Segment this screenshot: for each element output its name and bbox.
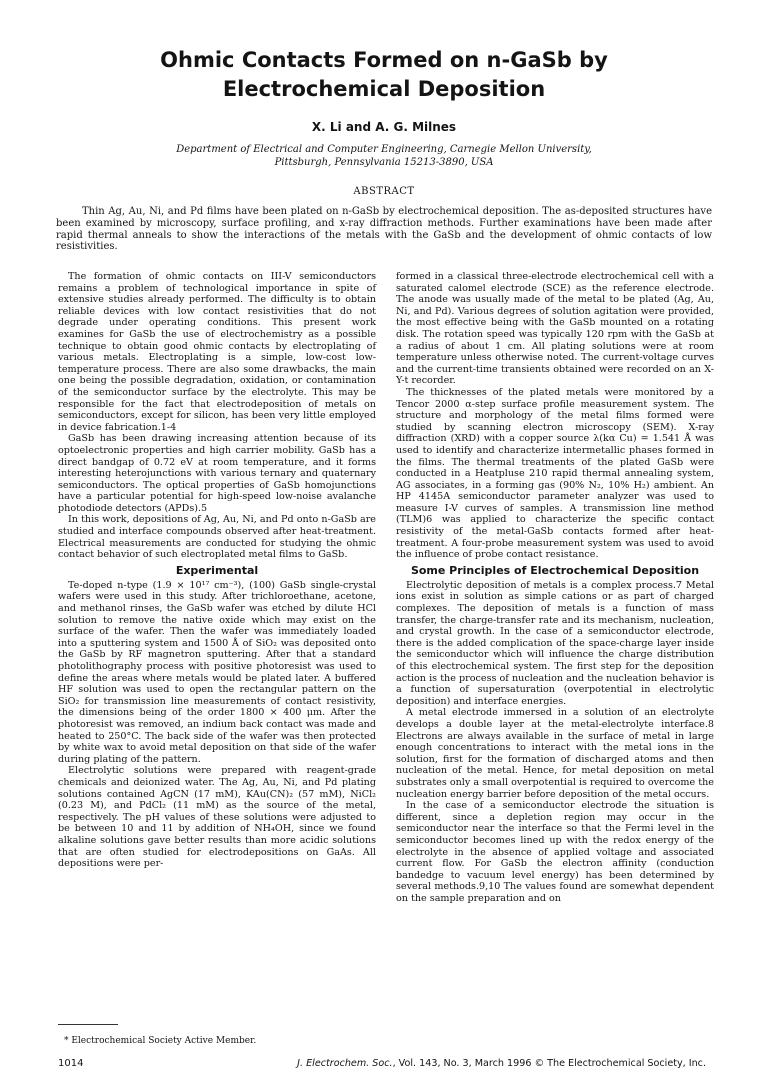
body-paragraph: In the case of a semiconductor electrode the situation is different, since a depletion region may occur in the semiconductor near the interface so that the Fermi level in the semiconductor becomes lined up with the redox energy of the electrolyte in the absence of applied voltage and associated current flow. For GaSb the electron affinity (conduction bandedge to vacuum level energy) has been determined by several methods.9,10 The values found are somewhat dependent on the sample preparation and on <box>396 800 714 904</box>
body-paragraph: The thicknesses of the plated metals were monitored by a Tencor 2000 α-step surface profile measurement system. The structure and morphology of the metal films formed were studied by scanning electron microscopy (SEM). X-ray diffraction (XRD) with a copper source λ(kα Cu) = 1.541 Å was used to identify and characterize intermetallic phases formed in the films. The thermal treatments of the plated GaSb were conducted in a Heatpluse 210 rapid thermal annealing system, AG associates, in a forming gas (90% N₂, 10% H₂) ambient. An HP 4145A semiconductor parameter analyzer was used to measure I-V curves of samples. A transmission line method (TLM)6 was applied to characterize the specific contact resistivity of the metal-GaSb contacts formed after heat-treatment. A four-probe measurement system was used to avoid the influence of probe contact resistance. <box>396 386 714 561</box>
abstract-body: Thin Ag, Au, Ni, and Pd films have been plated on n-GaSb by electrochemical deposition. The as-deposited structures have been examined by microscopy, surface profiling, and x-ray diffraction methods. Further examinations have been made after rapid thermal anneals to show the interactions of the metals with the GaSb and the development of ohmic contacts of low resistivities. <box>56 206 712 253</box>
page-number: 1014 <box>58 1058 84 1069</box>
body-paragraph: Te-doped n-type (1.9 × 10¹⁷ cm⁻³), (100) GaSb single-crystal wafers were used in this study. After trichloroethane, acetone, and methanol rinses, the GaSb wafer was etched by dilute HCl solution to remove the native oxide which may exist on the surface of the wafer. Then the wafer was immediately loaded into a sputtering system and 1500 Å of SiO₂ was deposited onto the GaSb by RF magnetron sputtering. After that a standard photolithography process with positive photoresist was used to define the areas where metals would be plated later. A buffered HF solution was used to open the rectangular pattern on the SiO₂ for transmission line measurements of contact resistivity, the dimensions being of the order 1800 × 400 μm. After the photoresist was removed, an indium back contact was made and heated to 250°C. The back side of the wafer was then protected by white wax to avoid metal deposition on that side of the wafer during plating of the pattern. <box>58 579 376 765</box>
body-paragraph: In this work, depositions of Ag, Au, Ni, and Pd onto n-GaSb are studied and interface compounds observed after heat-treatment. Electrical measurements are conducted for studying the ohmic contact behavior of such electroplated metal films to GaSb. <box>58 514 376 561</box>
paper-title <box>60 46 708 104</box>
footnote-rule <box>58 1024 118 1025</box>
left-column <box>58 271 376 870</box>
journal-citation <box>297 1058 706 1069</box>
affiliation-line-1: Department of Electrical and Computer Engineering, Carnegie Mellon University, <box>176 144 592 155</box>
body-paragraph: formed in a classical three-electrode electrochemical cell with a saturated calomel electrode (SCE) as the reference electrode. The anode was usually made of the metal to be plated (Ag, Au, Ni, and Pd). Various degrees of solution agitation were provided, the most effective being with the GaSb mounted on a rotating disk. The rotation speed was typically 120 rpm with the GaSb at a radius of about 1 cm. All plating solutions were at room temperature unless otherwise noted. The current-voltage curves and the current-time transients obtained were recorded on an X-Y-t recorder. <box>396 271 714 387</box>
journal-name: J. Electrochem. Soc. <box>297 1058 393 1069</box>
section-heading: Some Principles of Electrochemical Deposition <box>410 563 700 577</box>
abstract-heading: ABSTRACT <box>353 186 415 197</box>
affiliation-line-2: Pittsburgh, Pennsylvania 15213-3890, USA <box>274 157 494 168</box>
author-list: X. Li and A. G. Milnes <box>311 120 457 134</box>
body-paragraph: Electrolytic deposition of metals is a complex process.7 Metal ions exist in solution as simple cations or as part of charged complexes. The deposition of metals is a function of mass transfer, the charge-transfer rate and its mechanism, nucleation, and crystal growth. In the case of a semiconductor electrode, there is the added complication of the space-charge layer inside the semiconductor which will influence the charge distribution of this electrochemical system. The first step for the deposition action is the process of nucleation and the nucleation behavior is a function of supersaturation (overpotential in electrolytic deposition) and interface energies. <box>396 579 714 707</box>
body-paragraph: GaSb has been drawing increasing attention because of its optoelectronic properties and high carrier mobility. GaSb has a direct bandgap of 0.72 eV at room temperature, and it forms interesting heterojunctions with various ternary and quaternary semiconductors. The optical properties of GaSb homojunctions have a particular potential for high-speed low-noise avalanche photodiode detectors (APDs).5 <box>58 433 376 514</box>
body-paragraph: A metal electrode immersed in a solution of an electrolyte develops a double layer at the metal-electrolyte interface.8 Electrons are always available in the surface of metal in large enough concentrations to interact with the metal ions in the solution, first for the formation of discharged atoms and then nucleation of the metal. Hence, for metal deposition on metal substrates only a small overpotential is required to overcome the nucleation energy barrier before deposition of the metal occurs. <box>396 707 714 800</box>
footnote: * Electrochemical Society Active Member. <box>64 1036 257 1046</box>
body-paragraph: Electrolytic solutions were prepared with reagent-grade chemicals and deionized water. The Ag, Au, Ni, and Pd plating solutions contained AgCN (17 mM), KAu(CN)₂ (57 mM), NiCl₂ (0.23 M), and PdCl₂ (11 mM) as the source of the metal, respectively. The pH values of these solutions were adjusted to be between 10 and 11 by addition of NH₄OH, since we found alkaline solutions gave better results than more acidic solutions that are often studied for electrodepositions on GaAs. All depositions were per- <box>58 765 376 870</box>
title-line-1: Ohmic Contacts Formed on n-GaSb by <box>160 48 608 72</box>
body-paragraph: The formation of ohmic contacts on III-V semiconductors remains a problem of technological importance in spite of extensive studies already performed. The difficulty is to obtain reliable devices with low contact resistivities that do not degrade under operating conditions. This present work examines for GaSb the use of electrochemistry as a possible technique to obtain good ohmic contacts by electroplating of various metals. Electroplating is a simple, low-cost low-temperature process. There are also some drawbacks, the main one being the possible degradation, oxidation, or contamination of the semiconductor surface by the electrolyte. This may be responsible for the fact that electrodeposition of metals on semiconductors, except for silicon, has been very little employed in device fabrication.1-4 <box>58 271 376 433</box>
title-line-2: Electrochemical Deposition <box>222 77 546 101</box>
right-column <box>396 271 714 904</box>
affiliation <box>140 143 628 169</box>
section-heading: Experimental <box>175 563 259 577</box>
citation-details: , Vol. 143, No. 3, March 1996 © The Electrochemical Society, Inc. <box>392 1058 706 1069</box>
